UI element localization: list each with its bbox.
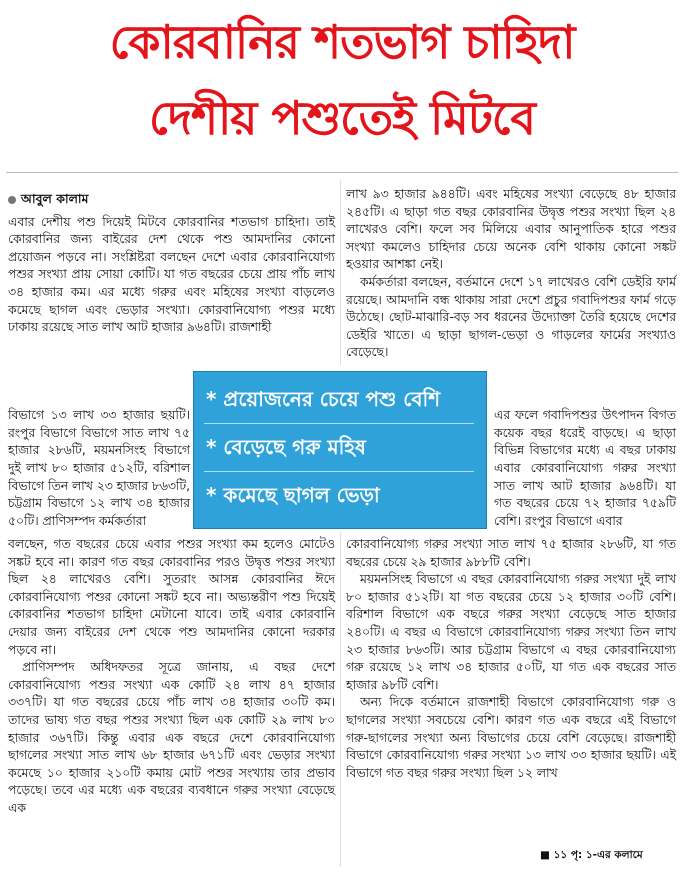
column-divider-top	[340, 180, 341, 365]
highlights-callout-box	[193, 371, 487, 529]
paragraph: অন্য দিকে বর্তমানে রাজশাহী বিভাগে কোরবানিযোগ্য গরু ও ছাগলের সংখ্যা সবচেয়ে বেশি। কারণ গত এক বছরে এই বিভাগে গরু-ছাগলের সংখ্যা অন্য বিভাগের চেয়ে বেশি বেড়েছে। রাজশাহী বিভাগে কোরবানিযোগ্য গরুর সংখ্যা ১৩ লাখ ৩৩ হাজার ছয়টি। এই বিভাগে গত বছর গরুর সংখ্যা ছিল ১২ লাখ	[346, 695, 676, 780]
callout-divider	[204, 423, 474, 424]
column-divider-bottom	[340, 532, 341, 867]
paragraph: প্রাণিসম্পদ অধিদফতর সূত্রে জানায়, এ বছর দেশে কোরবানিযোগ্য পশুর সংখ্যা এক কোটি ২৪ লাখ ৪৭ হাজার ৩৩৭টি। যা গত বছরের চেয়ে পাঁচ লাখ ৩৪ হাজার ৩০টি কম। তাদের ভাষ্য গত বছর পশুর সংখ্যা ছিল এক কোটি ২৯ লাখ ৮০ হাজার ৩৬৭টি। কিন্তু এবার এক বছরে দেশে কোরবানিযোগ্য ছাগলের সংখ্যা সাত লাখ ৬৮ হাজার ৬৭১টি এবং ভেড়ার সংখ্যা কমেছে ১০ হাজার ২১০টি কমায় মোট পশুর সংখ্যায় তার প্রভাব পড়েছে। তবে এর মধ্যে এক বছরের ব্যবধানে গরুর সংখ্যা বেড়েছে এক	[8, 660, 335, 815]
headline-line-1: কোরবানির শতভাগ চাহিদা	[109, 15, 575, 69]
headline-divider	[6, 172, 678, 173]
byline	[8, 190, 335, 208]
byline-author: আবুল কালাম	[21, 191, 89, 206]
callout-item: * প্রয়োজনের চেয়ে পশু বেশি	[206, 387, 441, 411]
paragraph: এবার দেশীয় পশু দিয়েই মিটবে কোরবানির শতভাগ চাহিদা। তাই কোরবানির জন্য বাইরের দেশ থেকে পশু আমদানির কোনো প্রয়োজন পড়বে না। সংশ্লিষ্টরা বলছেন দেশে এবার কোরবানিযোগ্য পশুর সংখ্যা প্রায় সোয়া কোটি। যা গত বছরের চেয়ে প্রায় পাঁচ লাখ ৩৪ হাজার কম। এর মধ্যে গরুর এবং মহিষের সংখ্যা বাড়লেও কমেছে ছাগল এবং ভেড়ার সংখ্যা। কোরবানিযোগ্য পশুর মধ্যে ঢাকায় রয়েছে সাত লাখ আট হাজার ৯৬৪টি। রাজশাহী	[8, 214, 335, 335]
paragraph: কর্মকর্তারা বলছেন, বর্তমানে দেশে ১৭ লাখেরও বেশি ডেইরি ফার্ম রয়েছে। আমদানি বন্ধ থাকায় সারা দেশে প্রচুর গবাদিপশুর ফার্ম গড়ে উঠেছে। ছোট-মাঝারি-বড় সব ধরনের উদ্যোক্তা তৈরি হয়েছে দেশের ডেইরি খাতে। এ ছাড়া ছাগল-ভেড়া ও গাড়লের ফার্মের সংখ্যাও বেড়েছে।	[346, 274, 676, 360]
continuation-note: ■ ১১ পৃ: ১-এর কলামে	[540, 849, 643, 861]
bullet-dot-icon	[8, 196, 16, 204]
paragraph: বিভাগে ১৩ লাখ ৩৩ হাজার ছয়টি। রংপুর বিভাগে বিভাগে সাত লাখ ৭৫ হাজার ২৮৬টি, ময়মনসিংহ বিভাগে দুই লাখ ৮০ হাজার ৫১২টি, বরিশাল বিভাগে তিন লাখ ২৩ হাজার ৮৬৩টি, চট্টগ্রাম বিভাগে ১২ লাখ ৩৪ হাজার ৫০টি। প্রাণিসম্পদ কর্মকর্তারা	[8, 408, 190, 528]
column-2-narrow	[494, 395, 676, 543]
column-1-narrow	[8, 395, 190, 543]
column-1-top	[8, 190, 335, 337]
headline-line-2: দেশীয় পশুতেই মিটবে	[149, 91, 535, 145]
callout-divider	[204, 471, 474, 472]
column-2-bottom	[346, 536, 676, 782]
column-1-bottom	[8, 536, 335, 818]
paragraph: লাখ ৯৩ হাজার ৯৪৪টি। এবং মহিষের সংখ্যা বেড়েছে ৪৮ হাজার ২৪৫টি। এ ছাড়া গত বছর কোরবানির উদ্বৃত্ত পশুর সংখ্যা ছিল ২৪ লাখেরও বেশি। ফলে সব মিলিয়ে এবার আনুপাতিক হারে পশুর সংখ্যা কমলেও চাহিদার চেয়ে অনেক বেশি থাকায় কোনো সঙ্কট হওয়ার আশঙ্কা নেই।	[346, 187, 676, 272]
column-2-top	[346, 186, 676, 362]
paragraph: এর ফলে গবাদিপশুর উৎপাদন বিগত কয়েক বছর ধরেই বাড়ছে। এ ছাড়া বিভিন্ন বিভাগের মধ্যে এ বছর ঢাকায় এবার কোরবানিযোগ্য গরুর সংখ্যা সাত লাখ আট হাজার ৯৬৪টি। যা গত বছরের চেয়ে ৭২ হাজার ৭৫৯টি বেশি। রংপুর বিভাগে এবার	[494, 408, 676, 528]
paragraph: বলছেন, গত বছরের চেয়ে এবার পশুর সংখ্যা কম হলেও মোটেও সঙ্কট হবে না। কারণ গত বছর কোরবানির পরও উদ্বৃত্ত পশুর সংখ্যা ছিল ২৪ লাখেরও বেশি। সুতরাং আসন্ন কোরবানির ঈদে কোরবানিযোগ্য পশুর কোনো সঙ্কট হবে না। অভ্যন্তরীণ পশু দিয়েই কোরবানির শতভাগ চাহিদা মেটানো যাবে। তাই এবার কোরবানি দেয়ার জন্য বাইরের দেশ থেকে পশু আমদানির কোনো দরকার পড়বে না।	[8, 537, 335, 657]
paragraph: কোরবানিযোগ্য গরুর সংখ্যা সাত লাখ ৭৫ হাজার ২৮৬টি, যা গত বছরের চেয়ে ২৯ হাজার ৯৮৮টি বেশি।	[346, 537, 676, 569]
paragraph: ময়মনসিংহ বিভাগে এ বছর কোরবানিযোগ্য গরুর সংখ্যা দুই লাখ ৮০ হাজার ৫১২টি। যা গত বছরের চেয়ে ১২ হাজার ৩০টি বেশি। বরিশাল বিভাগে এক বছরে গরুর সংখ্যা বেড়েছে সাত হাজার ২৪০টি। এ বছর এ বিভাগে কোরবানিযোগ্য গরুর সংখ্যা তিন লাখ ২৩ হাজার ৮৬৩টি। আর চট্টগ্রাম বিভাগে এ বছর কোরবানিযোগ্য গরু রয়েছে ১২ লাখ ৩৪ হাজার ৫০টি, যা গত এক বছরের সাত হাজার ৯৮টি বেশি।	[346, 572, 676, 692]
callout-item: * কমেছে ছাগল ভেড়া	[206, 483, 380, 507]
callout-item: * বেড়েছে গরু মহিষ	[206, 435, 366, 459]
